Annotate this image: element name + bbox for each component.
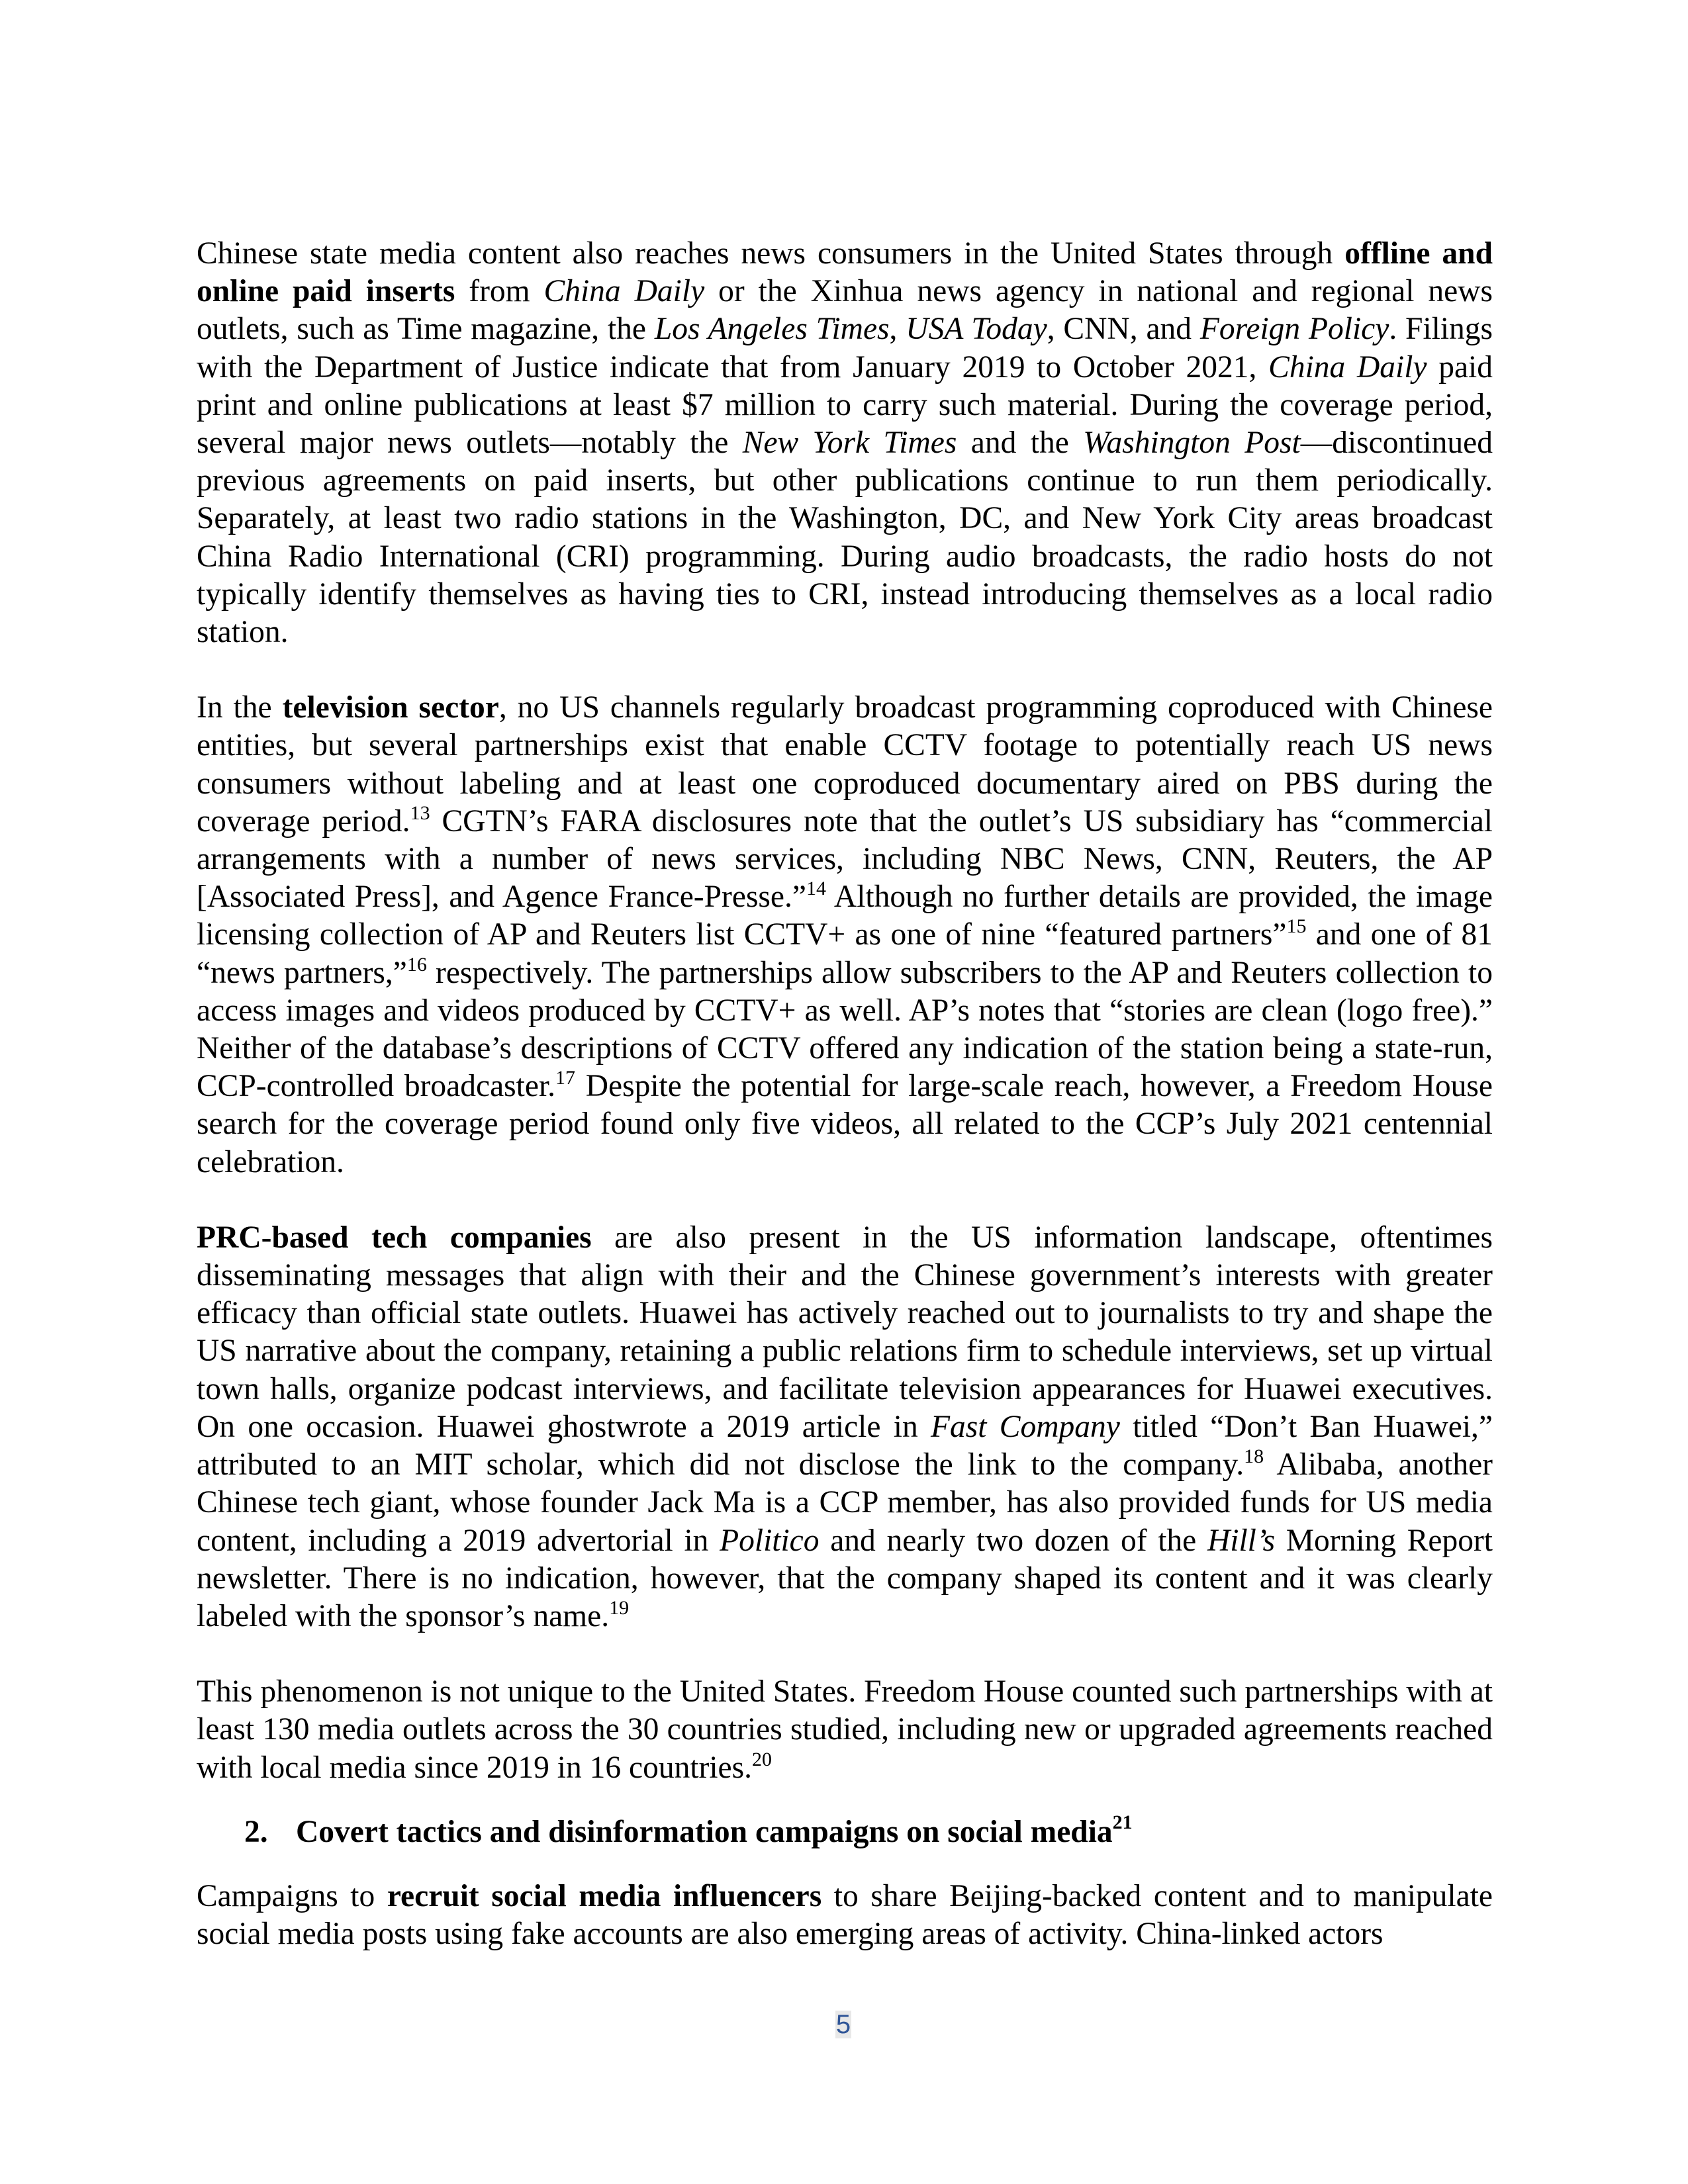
footnote-ref[interactable]: 16: [406, 953, 427, 976]
section-heading: [197, 1813, 1493, 1851]
body-text: and nearly two dozen of the: [819, 1523, 1207, 1558]
body-text: , no US channels regularly broadcast programming coproduced with Chinese entities, but several partnerships exist that enable CCTV footage to potentially reach US news consumers without labeling and at least one coproduced documentary aired on PBS during the coverage period.: [197, 690, 1493, 839]
italic-title: USA Today: [906, 312, 1047, 347]
body-text: Chinese state media content also reaches news consumers in the United States through: [197, 236, 1345, 271]
body-text: , CNN, and: [1047, 312, 1200, 347]
body-text: titled “Don’t Ban Huawei,” attributed to an MIT scholar, which did not disclose the link to the company.: [197, 1409, 1493, 1482]
body-text: Although no further details are provided, the image licensing collection of AP and Reuters list CCTV+ as one of nine “featured partners”: [197, 880, 1493, 952]
body-text: and one of 81 “news partners,”: [197, 917, 1493, 990]
body-text: paid print and online publications at least $7 million to carry such material. During the coverage period, several major news outlets—notably the: [197, 349, 1493, 461]
body-text: This phenomenon is not unique to the United States. Freedom House counted such partnerships with at least 130 media outlets across the 30 countries studied, including new or upgraded agreements reached with local media since 2019 in 16 countries.: [197, 1674, 1493, 1785]
body-text: CGTN’s FARA disclosures note that the outlet’s US subsidiary has “commercial arrangements with a number of news services, including NBC News, CNN, Reuters, the AP [Associated Press], and Agence France-Presse.”: [197, 803, 1493, 915]
body-text: Campaigns to: [197, 1878, 387, 1913]
footnote-ref[interactable]: 13: [410, 801, 430, 824]
paragraph-television-sector: [197, 689, 1493, 1181]
italic-title: China Daily: [543, 274, 705, 309]
footnote-ref[interactable]: 19: [609, 1596, 630, 1619]
italic-title: Fast Company: [931, 1409, 1120, 1444]
italic-title: Washington Post: [1083, 426, 1301, 461]
bold-emphasis: PRC-based tech companies: [197, 1220, 592, 1255]
italic-title: Los Angeles Times: [654, 312, 890, 347]
paragraph-influencers: [197, 1878, 1493, 1953]
paragraph-not-unique: [197, 1673, 1493, 1787]
document-page: [197, 235, 1493, 1953]
bold-emphasis: offline and online paid inserts: [197, 236, 1493, 309]
body-text: respectively. The partnerships allow subscribers to the AP and Reuters collection to access images and videos produced by CCTV+ as well. AP’s notes that “stories are clean (logo free).” Neither of the database’s descriptions of CCTV offered any indication of the station being a state-run, CCP-controlled broadcaster.: [197, 955, 1493, 1104]
body-text: or the Xinhua news agency in national and regional news outlets, such as Time magazine, the: [197, 274, 1493, 347]
bold-emphasis: recruit social media influencers: [387, 1878, 822, 1913]
body-text: are also present in the US information landscape, oftentimes disseminating messages that align with their and the Chinese government’s interests with greater efficacy than official state outlets. Huawei has actively reached out to journalists to try and shape the US narrative about the company, retaining a public relations firm to schedule interviews, set up virtual town halls, organize podcast interviews, and facilitate television appearances for Huawei executives. On one occasion. Huawei ghostwrote a 2019 article in: [197, 1220, 1493, 1444]
footnote-ref[interactable]: 18: [1244, 1445, 1264, 1468]
italic-title: Foreign Policy: [1199, 312, 1389, 347]
bold-emphasis: television sector: [282, 690, 499, 725]
paragraph-tech-companies: [197, 1219, 1493, 1635]
body-text: from: [455, 274, 544, 309]
italic-title: China Daily: [1268, 349, 1427, 385]
footnote-ref[interactable]: 21: [1112, 1811, 1133, 1833]
body-text: . Filings with the Department of Justice indicate that from January 2019 to October 2021,: [197, 312, 1493, 385]
italic-title: New York Times: [742, 426, 957, 461]
body-text: Alibaba, another Chinese tech giant, whose founder Jack Ma is a CCP member, has also provided funds for US media content, including a 2019 advertorial in: [197, 1447, 1493, 1558]
body-text: Morning Report newsletter. There is no indication, however, that the company shaped its content and it was clearly labeled with the sponsor’s name.: [197, 1523, 1493, 1633]
body-text: ,: [889, 312, 906, 347]
body-text: In the: [197, 690, 283, 725]
footnote-ref[interactable]: 17: [555, 1067, 576, 1089]
paragraph-paid-inserts: [197, 235, 1493, 651]
footnote-ref[interactable]: 14: [806, 878, 826, 900]
page-number: 5: [835, 2010, 851, 2039]
section-title: Covert tactics and disinformation campaigns on social media: [296, 1814, 1113, 1849]
section-number: 2.: [244, 1814, 268, 1849]
body-text: and the: [957, 426, 1084, 461]
body-text: to share Beijing-backed content and to manipulate social media posts using fake accounts are also emerging areas of activity. China-linked actors: [197, 1878, 1493, 1952]
footnote-ref[interactable]: 20: [751, 1748, 772, 1770]
body-text: Despite the potential for large-scale reach, however, a Freedom House search for the coverage period found only five videos, all related to the CCP’s July 2021 centennial celebration.: [197, 1069, 1493, 1179]
footnote-ref[interactable]: 15: [1286, 915, 1307, 938]
italic-title: Hill’s: [1207, 1523, 1276, 1558]
body-text: —discontinued previous agreements on paid inserts, but other publications continue to run them periodically. Separately, at least two radio stations in the Washington, DC, and New York City areas broadcast China Radio International (CRI) programming. During audio broadcasts, the radio hosts do not typically identify themselves as having ties to CRI, instead introducing themselves as a local radio station.: [197, 426, 1493, 650]
italic-title: Politico: [720, 1523, 820, 1558]
